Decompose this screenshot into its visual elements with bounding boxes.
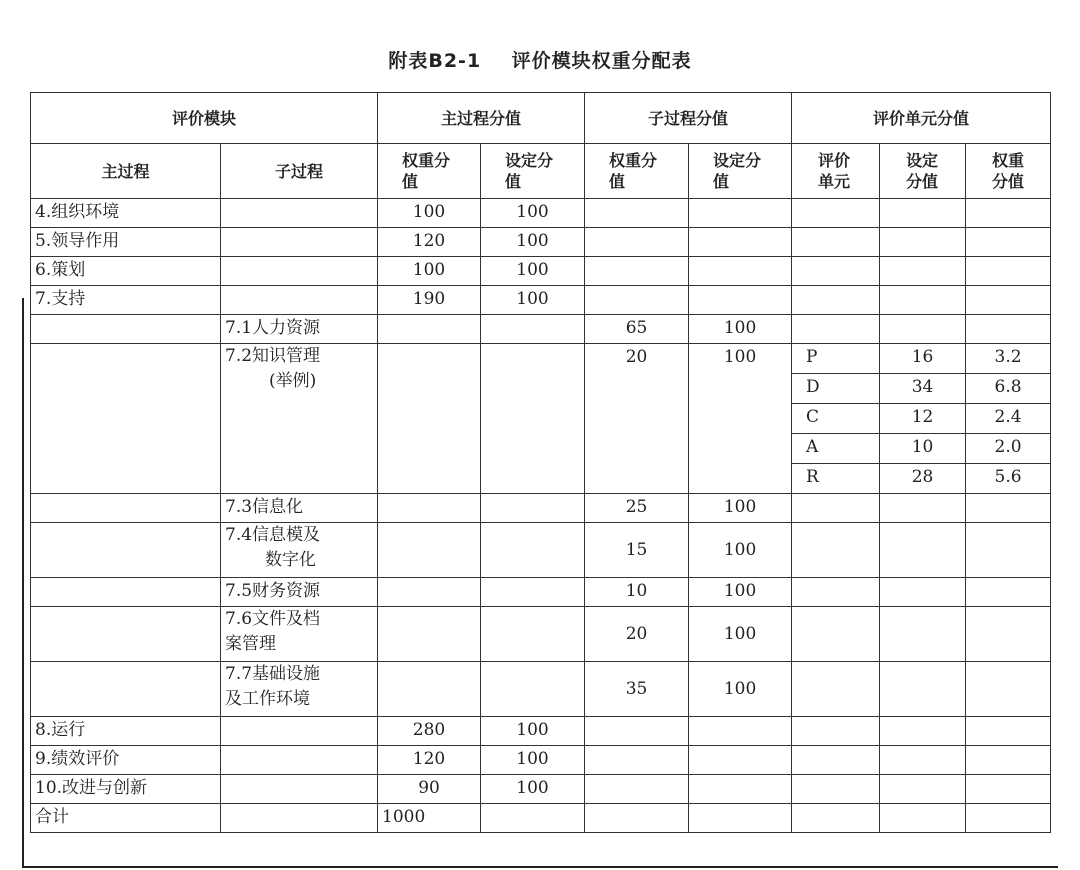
main-process-cell: 9.绩效评价 [31, 746, 221, 775]
table-row [31, 286, 1051, 315]
table-row [31, 607, 1051, 662]
unit-set-cell: 12 [880, 404, 966, 434]
table-row [31, 523, 1051, 578]
header-weight-score: 权重分值 [378, 144, 481, 199]
header-main-process-score: 主过程分值 [378, 93, 585, 144]
weight-cell: 15 [585, 523, 689, 578]
unit-weight-cell: 5.6 [966, 464, 1051, 494]
main-process-cell: 10.改进与创新 [31, 775, 221, 804]
set-cell: 100 [481, 199, 585, 228]
unit-cell: P [792, 344, 880, 374]
header-eval-unit: 评价单元 [792, 144, 880, 199]
table-row [31, 257, 1051, 286]
weight-cell: 10 [585, 578, 689, 607]
weight-cell: 20 [585, 344, 689, 494]
scan-edge-bottom [22, 866, 1058, 868]
main-process-cell: 4.组织环境 [31, 199, 221, 228]
header-set-score-3: 设定分值 [880, 144, 966, 199]
unit-cell: D [792, 374, 880, 404]
main-process-cell: 5.领导作用 [31, 228, 221, 257]
set-cell: 100 [481, 717, 585, 746]
weight-cell: 120 [378, 746, 481, 775]
set-cell: 100 [689, 662, 792, 717]
header-sub-process: 子过程 [221, 144, 378, 199]
sub-process-cell: 7.6文件及档 [225, 609, 321, 629]
table-title: 附表B2-1 评价模块权重分配表 [388, 50, 692, 72]
unit-set-cell: 10 [880, 434, 966, 464]
table-row [31, 578, 1051, 607]
unit-cell: R [792, 464, 880, 494]
table-row [31, 746, 1051, 775]
set-cell: 100 [689, 523, 792, 578]
main-process-cell: 7.支持 [31, 286, 221, 315]
weight-cell: 280 [378, 717, 481, 746]
set-cell: 100 [689, 607, 792, 662]
total-row [31, 804, 1051, 833]
unit-set-cell: 34 [880, 374, 966, 404]
set-cell: 100 [481, 746, 585, 775]
header-set-score-2: 设定分值 [689, 144, 792, 199]
table-row [31, 717, 1051, 746]
header-eval-module: 评价模块 [31, 93, 378, 144]
weight-cell: 25 [585, 494, 689, 523]
table-row [31, 228, 1051, 257]
sub-process-cell: 7.4信息模及 [225, 525, 321, 545]
unit-cell: C [792, 404, 880, 434]
sub-process-cell-2: 数字化 [265, 550, 316, 570]
weight-table [30, 92, 1051, 833]
set-cell: 100 [689, 578, 792, 607]
table-row [31, 494, 1051, 523]
sub-process-cell: 7.7基础设施 [225, 664, 321, 684]
weight-cell: 190 [378, 286, 481, 315]
unit-cell: A [792, 434, 880, 464]
header-weight-score-3: 权重分值 [966, 144, 1051, 199]
set-cell: 100 [481, 228, 585, 257]
sub-process-cell: 7.2知识管理 [225, 346, 321, 366]
weight-cell: 20 [585, 607, 689, 662]
main-process-cell: 8.运行 [31, 717, 221, 746]
unit-weight-cell: 6.8 [966, 374, 1051, 404]
header-eval-unit-score: 评价单元分值 [792, 93, 1051, 144]
table-row [31, 344, 1051, 374]
unit-weight-cell: 2.0 [966, 434, 1051, 464]
weight-cell: 120 [378, 228, 481, 257]
set-cell: 100 [481, 775, 585, 804]
header-set-score: 设定分值 [481, 144, 585, 199]
unit-set-cell: 16 [880, 344, 966, 374]
sub-process-cell-2: 及工作环境 [225, 689, 310, 709]
header-sub-process-score: 子过程分值 [585, 93, 792, 144]
weight-cell: 100 [378, 199, 481, 228]
weight-cell: 35 [585, 662, 689, 717]
sub-process-cell-2: 案管理 [225, 634, 276, 654]
sub-process-cell: 7.3信息化 [221, 494, 378, 523]
scan-edge-left [22, 298, 24, 868]
unit-set-cell: 28 [880, 464, 966, 494]
weight-cell: 65 [585, 315, 689, 344]
sub-process-cell: 7.1人力资源 [221, 315, 378, 344]
unit-weight-cell: 2.4 [966, 404, 1051, 434]
set-cell: 100 [481, 257, 585, 286]
weight-cell: 90 [378, 775, 481, 804]
header-main-process: 主过程 [31, 144, 221, 199]
table-row [31, 199, 1051, 228]
table-row [31, 662, 1051, 717]
table-row [31, 775, 1051, 804]
set-cell: 100 [689, 344, 792, 494]
header-weight-score-2: 权重分值 [585, 144, 689, 199]
set-cell: 100 [689, 494, 792, 523]
weight-cell: 100 [378, 257, 481, 286]
main-process-cell: 6.策划 [31, 257, 221, 286]
unit-weight-cell: 3.2 [966, 344, 1051, 374]
total-label: 合计 [31, 804, 221, 833]
sub-process-note: (举例) [269, 371, 317, 391]
set-cell: 100 [689, 315, 792, 344]
total-value: 1000 [378, 804, 481, 833]
sub-process-cell: 7.5财务资源 [221, 578, 378, 607]
table-row [31, 315, 1051, 344]
set-cell: 100 [481, 286, 585, 315]
